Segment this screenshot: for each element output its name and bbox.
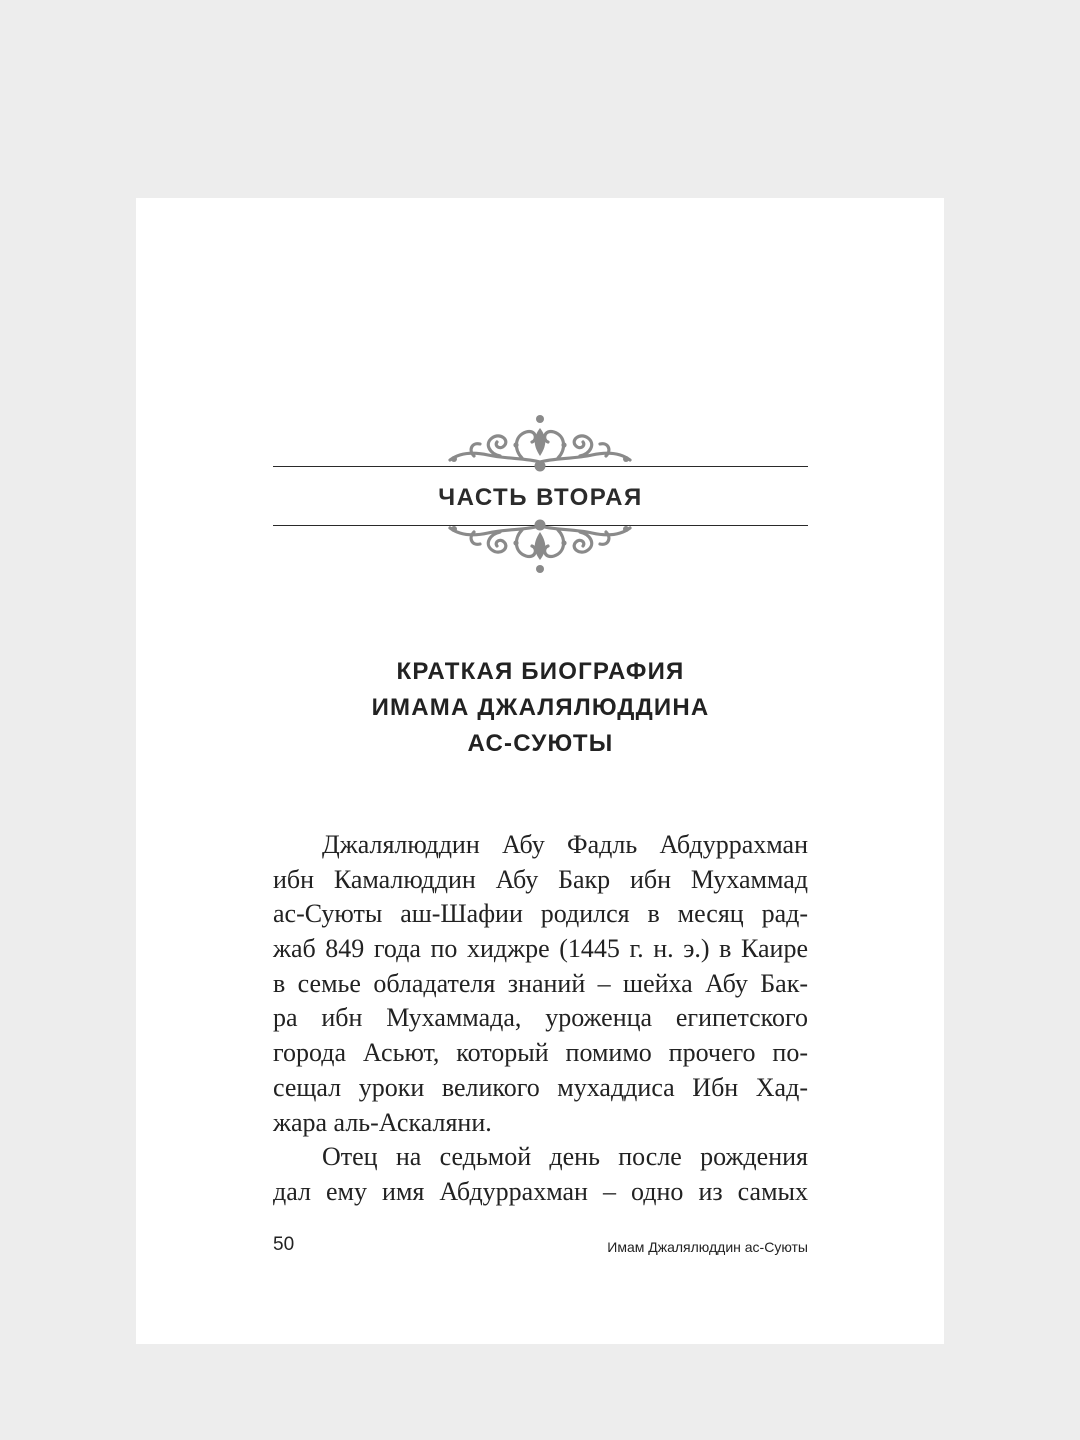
chapter-title [273, 654, 808, 762]
body-line: жаб 849 года по хиджре (1445 г. н. э.) в Каире [273, 934, 808, 964]
body-line: жара аль-Аскаляни. [273, 1107, 492, 1137]
running-head: Имам Джалялюддин ас-Суюты [607, 1239, 808, 1255]
body-line: ас-Суюты аш-Шафии родился в месяц рад- [273, 899, 808, 929]
body-text [273, 828, 808, 1210]
body-line: ибн Камалюддин Абу Бакр ибн Мухаммад [273, 864, 808, 894]
chapter-title-line: ИМАМА ДЖАЛЯЛЮДДИНА [371, 694, 710, 721]
body-line: Отец на седьмой день после рождения [322, 1142, 808, 1172]
body-line: сещал уроки великого мухаддиса Ибн Хад- [273, 1072, 808, 1102]
ornament-bottom-icon [446, 520, 634, 576]
body-line: дал ему имя Абдуррахман – одно из самых [273, 1176, 808, 1206]
page-number: 50 [273, 1234, 295, 1255]
body-line: в семье обладателя знаний – шейха Абу Бак- [273, 968, 808, 998]
rule-dot-top-icon [534, 460, 546, 472]
page-footer [273, 1230, 808, 1260]
chapter-title-line: КРАТКАЯ БИОГРАФИЯ [396, 658, 685, 685]
book-page [136, 198, 944, 1344]
body-line: ра ибн Мухаммада, уроженца египетского [273, 1003, 808, 1033]
part-title: ЧАСТЬ ВТОРАЯ [438, 484, 643, 511]
body-line: города Асьют, который помимо прочего по- [273, 1038, 808, 1068]
body-line: Джалялюддин Абу Фадль Абдуррахман [322, 830, 808, 859]
chapter-title-line: АС-СУЮТЫ [467, 730, 614, 757]
